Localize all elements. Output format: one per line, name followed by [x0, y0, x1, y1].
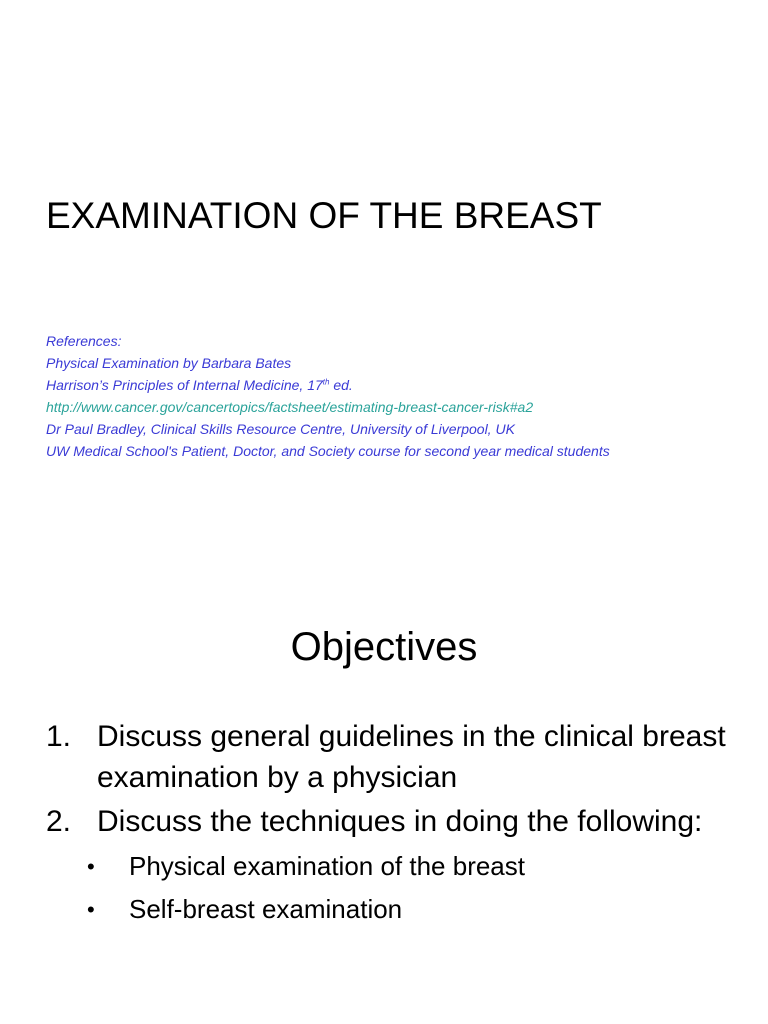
references-heading: References:	[46, 333, 122, 349]
reference-harrison-suffix: ed.	[329, 377, 353, 393]
page-title: EXAMINATION OF THE BREAST	[46, 195, 602, 236]
reference-bradley: Dr Paul Bradley, Clinical Skills Resource Centre, University of Liverpool, UK	[46, 421, 515, 437]
sub-item	[87, 888, 736, 931]
sub-item-text: Physical examination of the breast	[129, 851, 525, 881]
bullet-icon: •	[87, 897, 95, 922]
sub-item-text: Self-breast examination	[129, 894, 403, 924]
objective-item	[46, 801, 736, 931]
objective-text: Discuss the techniques in doing the following:	[97, 805, 703, 838]
reference-harrison-text: Harrison’s Principles of Internal Medicine, 17	[46, 377, 323, 393]
reference-uw-medical-school: UW Medical School's Patient, Doctor, and Society course for second year medical students	[46, 443, 610, 459]
slide-objectives	[0, 512, 768, 1024]
section-title: Objectives	[290, 625, 478, 669]
reference-cancer-gov-link[interactable]: http://www.cancer.gov/cancertopics/factsheet/estimating-breast-cancer-risk#a2	[46, 399, 534, 415]
reference-harrison-superscript: th	[322, 377, 330, 387]
objective-text: Discuss general guidelines in the clinical breast examination by a physician	[97, 720, 726, 794]
bullet-icon: •	[87, 854, 95, 879]
sub-item	[87, 845, 736, 888]
reference-harrison	[46, 374, 610, 396]
objective-number: 1.	[46, 720, 72, 753]
objective-sub-list	[87, 845, 736, 931]
objective-item	[46, 716, 736, 798]
reference-bates: Physical Examination by Barbara Bates	[46, 355, 292, 371]
references-list	[46, 330, 610, 462]
objectives-list	[46, 716, 736, 934]
objective-number: 2.	[46, 805, 72, 838]
